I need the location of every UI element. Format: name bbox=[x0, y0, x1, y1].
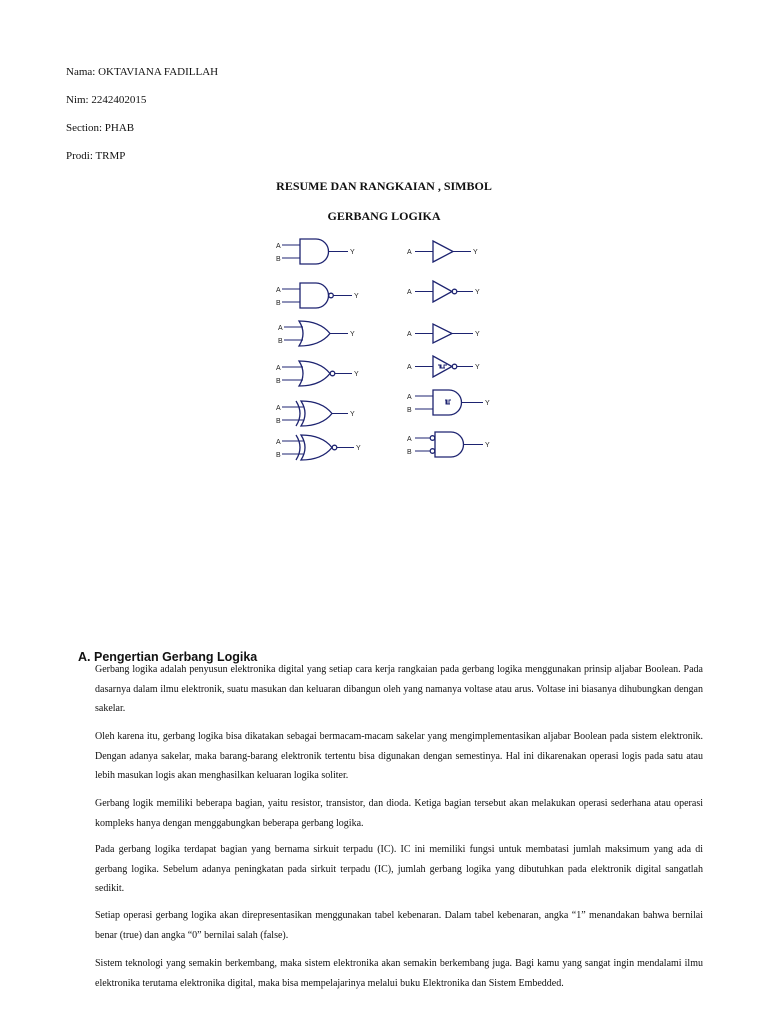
output-y-label: Y bbox=[354, 371, 359, 378]
nand-gate-symbol bbox=[276, 283, 359, 308]
and-inverted-inputs-gate-symbol bbox=[407, 432, 490, 457]
input-a-label: A bbox=[407, 289, 412, 296]
student-nim: Nim: 2242402015 bbox=[66, 94, 147, 106]
output-y-label: Y bbox=[475, 364, 480, 371]
or-gate-symbol bbox=[278, 321, 355, 346]
section-title: Pengertian Gerbang Logika bbox=[94, 650, 258, 664]
output-y-label: Y bbox=[354, 293, 359, 300]
buffer-gate-symbol bbox=[407, 241, 478, 262]
paragraph-6: Sistem teknologi yang semakin berkembang, maka sistem elektronika akan semakin berkembang juga. Bagi kamu yang sangat ingin mendalami ilmu elektronika terutama elektronika digital, maka bisa mempelajarinya melalui buku Elektronika dan Sistem Embedded. bbox=[95, 958, 703, 989]
output-y-label: Y bbox=[485, 442, 490, 449]
section-letter: A. bbox=[78, 650, 91, 664]
student-name: Nama: OKTAVIANA FADILLAH bbox=[66, 66, 219, 78]
input-b-label: B bbox=[407, 407, 412, 414]
input-a-label: A bbox=[276, 439, 281, 446]
output-y-label: Y bbox=[475, 289, 480, 296]
schmitt-not-gate-symbol bbox=[407, 356, 480, 377]
input-a-label: A bbox=[276, 405, 281, 412]
input-a-label: A bbox=[407, 364, 412, 371]
input-b-label: B bbox=[276, 378, 281, 385]
and-gate-symbol bbox=[276, 239, 355, 264]
xor-gate-symbol bbox=[276, 401, 355, 426]
output-y-label: Y bbox=[475, 331, 480, 338]
paragraph-1: Gerbang logika adalah penyusun elektronika digital yang setiap cara kerja rangkaian pada gerbang logika menggunakan prinsip aljabar Boolean. Pada dasarnya dalam ilmu elektronik, suatu masukan dan keluaran dibangun oleh yang namanya voltase atau arus. Voltase ini biasanya dihubungkan dengan sakelar. bbox=[95, 664, 703, 714]
student-section: Section: PHAB bbox=[66, 122, 135, 134]
input-a-label: A bbox=[276, 287, 281, 294]
input-b-label: B bbox=[276, 452, 281, 459]
input-a-label: A bbox=[276, 243, 281, 250]
document-subtitle: GERBANG LOGIKA bbox=[327, 209, 441, 223]
schmitt-nand-gate-symbol bbox=[407, 390, 490, 415]
paragraph-3: Gerbang logik memiliki beberapa bagian, yaitu resistor, transistor, dan dioda. Ketiga bagian tersebut akan melakukan operasi sederhana atau operasi kompleks hanya dengan menggabungkan beberapa gerbang logika. bbox=[95, 798, 703, 829]
output-y-label: Y bbox=[350, 331, 355, 338]
paragraph-5: Setiap operasi gerbang logika akan direpresentasikan menggunakan tabel kebenaran. Dalam tabel kebenaran, angka “1” menandakan bahwa bernilai benar (true) dan angka “0” bernilai salah (false). bbox=[95, 910, 703, 941]
not-gate-symbol bbox=[407, 281, 480, 302]
input-a-label: A bbox=[407, 331, 412, 338]
nor-gate-symbol bbox=[276, 361, 359, 386]
output-y-label: Y bbox=[356, 445, 361, 452]
input-a-label: A bbox=[278, 325, 283, 332]
input-a-label: A bbox=[407, 249, 412, 256]
input-a-label: A bbox=[276, 365, 281, 372]
student-prodi: Prodi: TRMP bbox=[66, 150, 126, 162]
input-b-label: B bbox=[276, 418, 281, 425]
input-b-label: B bbox=[276, 300, 281, 307]
paragraph-2: Oleh karena itu, gerbang logika bisa dikatakan sebagai bermacam-macam sakelar yang mengimplementasikan aljabar Boolean pada sistem elektronik. Dengan adanya sakelar, maka barang-barang elektronik tertentu bisa digunakan dengan semestinya. Hal ini dikarenakan operasi logis pada satu atau lebih masukan logis akan menghasilkan keluaran logika soliter. bbox=[95, 731, 703, 781]
output-y-label: Y bbox=[350, 249, 355, 256]
paragraph-4: Pada gerbang logika terdapat bagian yang bernama sirkuit terpadu (IC). IC ini memiliki fungsi untuk membatasi jumlah maksimum yang ada di gerbang logika. Sebelum adanya peningkatan pada sirkuit terpadu (IC), jumlah gerbang logika yang dibutuhkan pada elektronik digital sangatlah sedikit. bbox=[95, 844, 703, 894]
output-y-label: Y bbox=[350, 411, 355, 418]
input-b-label: B bbox=[407, 449, 412, 456]
input-b-label: B bbox=[278, 338, 283, 345]
input-b-label: B bbox=[276, 256, 281, 263]
output-y-label: Y bbox=[473, 249, 478, 256]
logic-gate-symbols-diagram: A A B Y A B Y A B Y A B Y A B Y A B Y A Y A Y A Y A Y A B Y A B Y bbox=[260, 231, 490, 459]
input-a-label: A bbox=[407, 394, 412, 401]
xnor-gate-symbol bbox=[276, 435, 361, 460]
input-a-label: A bbox=[407, 436, 412, 443]
document-title: RESUME DAN RANGKAIAN , SIMBOL bbox=[276, 179, 492, 193]
buffer-gate-symbol-2 bbox=[407, 324, 480, 343]
output-y-label: Y bbox=[485, 400, 490, 407]
